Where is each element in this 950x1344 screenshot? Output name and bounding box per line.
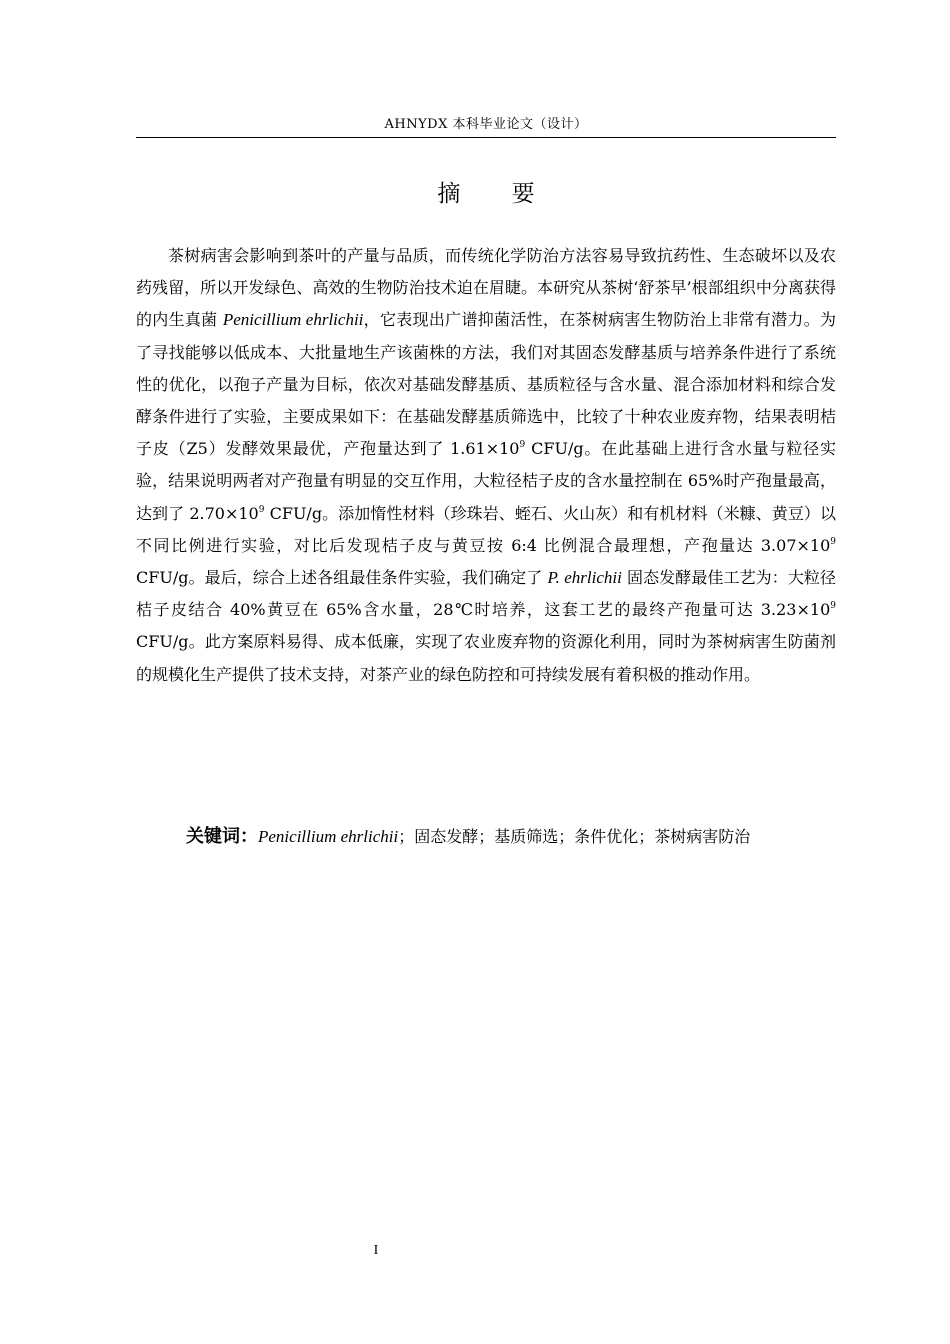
abstract-text-6: 固态发酵最佳工艺为：大粒径桔子皮结合 40%黄豆在 65%含水量，28℃时培养，这套工艺的最终产孢量可达 3.23×10 [136,568,836,620]
page-number: I [373,1243,379,1258]
keyword-species: Penicillium ehrlichii [258,827,399,846]
keywords [136,820,836,854]
keywords-label: 关键词： [186,826,258,847]
abstract-body [136,240,836,691]
keywords-list: ；固态发酵；基质筛选；条件优化；茶树病害防治 [398,827,751,846]
abstract-title: 摘 要 [437,181,557,207]
abstract-text-3: CFU/g。在此基础上进行含水量与粒径实验，结果说明两者对产孢量有明显的交互作用，大粒径桔子皮的含水量控制在 65%时产孢量最高，达到了 2.70×10 [136,439,836,523]
exponent: 9 [830,601,836,612]
abstract-text-5: CFU/g。最后，综合上述各组最佳条件实验，我们确定了 [136,568,548,588]
abstract-text-1: 茶树病害会影响到茶叶的产量与品质，而传统化学防治方法容易导致抗药性、生态破坏以及农药残留，所以开发绿色、高效的生物防治技术迫在眉睫。本研究从茶树‘舒茶早’根部组织中分离获得的内生真菌 [136,246,836,330]
header-rule [136,137,836,138]
species-name: Penicillium ehrlichii [222,310,364,330]
abstract-text-2: ，它表现出广谱抑菌活性，在茶树病害生物防治上非常有潜力。为了寻找能够以低成本、大批量地生产该菌株的方法，我们对其固态发酵基质与培养条件进行了系统性的优化，以孢子产量为目标，依次对基础发酵基质、基质粒径与含水量、混合添加材料和综合发酵条件进行了实验，主要成果如下：在基础发酵基质筛选中，比较了十种农业废弃物，结果表明桔子皮（Z5）发酵效果最优，产孢量达到了 1.61×10 [136,310,836,459]
exponent: 9 [519,440,526,451]
abstract-text-7: CFU/g。此方案原料易得、成本低廉，实现了农业废弃物的资源化利用，同时为茶树病害生防菌剂的规模化生产提供了技术支持，对茶产业的绿色防控和可持续发展有着积极的推动作用。 [136,632,836,684]
species-name-abbrev: P. ehrlichii [547,568,622,588]
running-header: AHNYDX 本科毕业论文（设计） [384,117,588,132]
exponent: 9 [830,536,836,547]
abstract-text-4: CFU/g。添加惰性材料（珍珠岩、蛭石、火山灰）和有机材料（米糠、黄豆）以不同比例进行实验，对比后发现桔子皮与黄豆按 6:4 比例混合最理想，产孢量达 3.07×10 [136,503,836,555]
exponent: 9 [258,504,265,515]
